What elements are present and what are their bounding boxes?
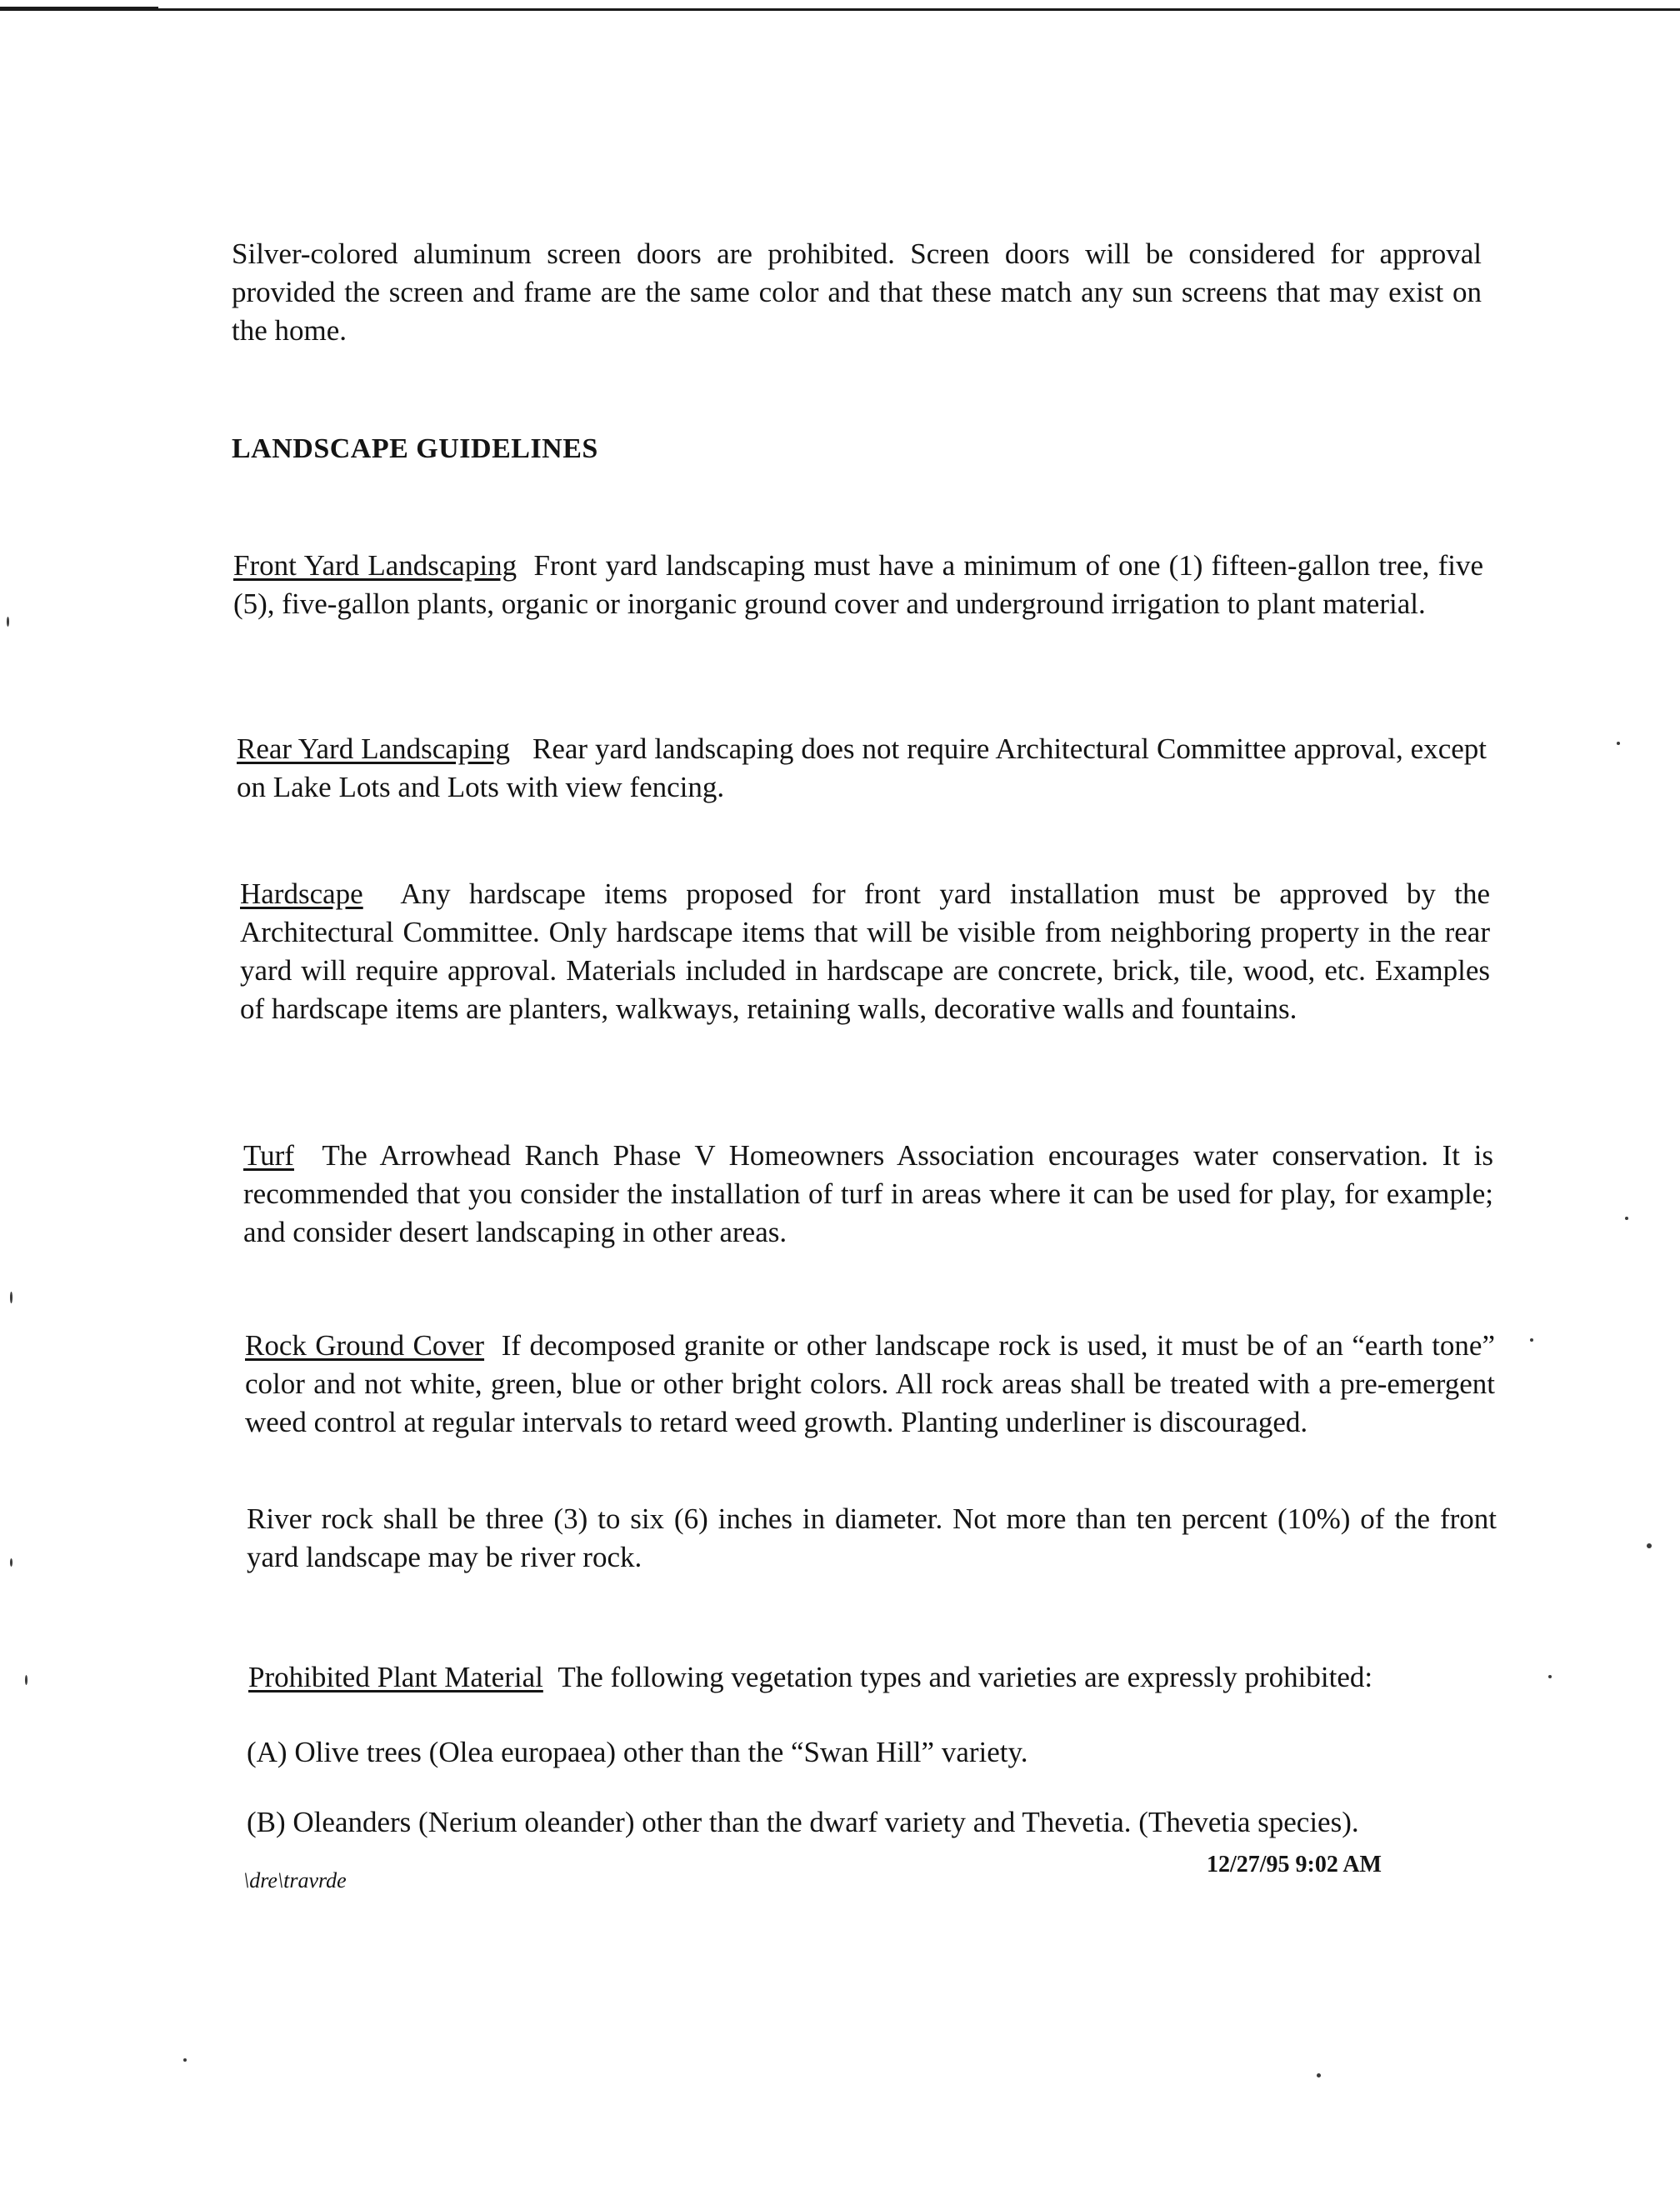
scan-speck	[1317, 2073, 1321, 2078]
footer-file-path: \dre\travrde	[243, 1868, 347, 1892]
turf-paragraph	[243, 1137, 1493, 1252]
prohibited-item-b: (B) Oleanders (Nerium oleander) other than the dwarf variety and Thevetia. (Thevetia species).	[247, 1806, 1359, 1838]
prohibited-lead: Prohibited Plant Material	[248, 1661, 543, 1693]
scan-speck	[1548, 1675, 1552, 1678]
turf-section	[243, 1137, 1493, 1252]
prohibited-item-a: (A) Olive trees (Olea europaea) other than the “Swan Hill” variety.	[247, 1736, 1028, 1768]
rear-yard-paragraph	[237, 730, 1487, 807]
turf-body: The Arrowhead Ranch Phase V Homeowners Association encourages water conservation. It is recommended that you consider the installation of turf in areas where it can be used for play, for example; and consider desert landscaping in other areas.	[243, 1139, 1494, 1248]
scan-speck	[1530, 1338, 1533, 1342]
rock-ground-cover-section	[245, 1327, 1495, 1442]
front-yard-body: Front yard landscaping must have a minimum of one (1) fifteen-gallon tree, five (5), five-gallon plants, organic or inorganic ground cover and underground irrigation to plant material.	[233, 549, 1484, 620]
rock-paragraph	[245, 1327, 1495, 1442]
front-yard-paragraph	[233, 547, 1483, 623]
turf-lead: Turf	[243, 1139, 294, 1172]
section-heading: LANDSCAPE GUIDELINES	[232, 433, 598, 464]
scan-speck	[7, 617, 9, 627]
river-rock-paragraph: River rock shall be three (3) to six (6) inches in diameter. Not more than ten percent (10%) of the front yard landscape may be river rock.	[247, 1502, 1497, 1573]
footer-timestamp: 12/27/95 9:02 AM	[1207, 1852, 1382, 1878]
rear-yard-lead: Rear Yard Landscaping	[237, 732, 511, 765]
rear-yard-body: Rear yard landscaping does not require Architectural Committee approval, except on Lake Lots and Lots with view fencing.	[237, 732, 1488, 803]
prohibited-section	[248, 1658, 1498, 1697]
scan-speck	[1647, 1543, 1652, 1548]
prohibited-paragraph	[248, 1658, 1498, 1697]
hardscape-section	[240, 875, 1490, 1028]
scan-speck	[1625, 1217, 1628, 1220]
scan-speck	[10, 1292, 12, 1303]
hardscape-paragraph	[240, 875, 1490, 1028]
prohibited-body: The following vegetation types and varieties are expressly prohibited:	[558, 1661, 1373, 1693]
top-rule	[0, 8, 1680, 11]
rock-lead: Rock Ground Cover	[245, 1329, 485, 1362]
front-yard-section	[233, 547, 1483, 623]
rear-yard-section	[237, 730, 1487, 807]
scan-speck	[1617, 742, 1620, 745]
scan-speck	[10, 1558, 12, 1567]
hardscape-body: Any hardscape items proposed for front yard installation must be approved by the Architectural Committee. Only hardscape items that will be visible from neighboring property in the rear yard will require approval. Materials included in hardscape are concrete, brick, tile, wood, etc. Examples of hardscape items are planters, walkways, retaining walls, decorative walls and fountains.	[240, 878, 1490, 1025]
scan-speck	[183, 2058, 187, 2062]
river-rock-section	[247, 1500, 1497, 1577]
intro-paragraph-block	[232, 235, 1482, 350]
hardscape-lead: Hardscape	[240, 878, 363, 910]
scan-speck	[25, 1675, 28, 1685]
rock-body: If decomposed granite or other landscape rock is used, it must be of an “earth tone” color and not white, green, blue or other bright colors. All rock areas shall be treated with a pre-emergent weed control at regular intervals to retard weed growth. Planting underliner is discouraged.	[245, 1329, 1496, 1438]
front-yard-lead: Front Yard Landscaping	[233, 549, 518, 582]
intro-paragraph: Silver-colored aluminum screen doors are prohibited. Screen doors will be considered for approval provided the screen and frame are the same color and that these match any sun screens that may exist on the home.	[232, 238, 1482, 347]
